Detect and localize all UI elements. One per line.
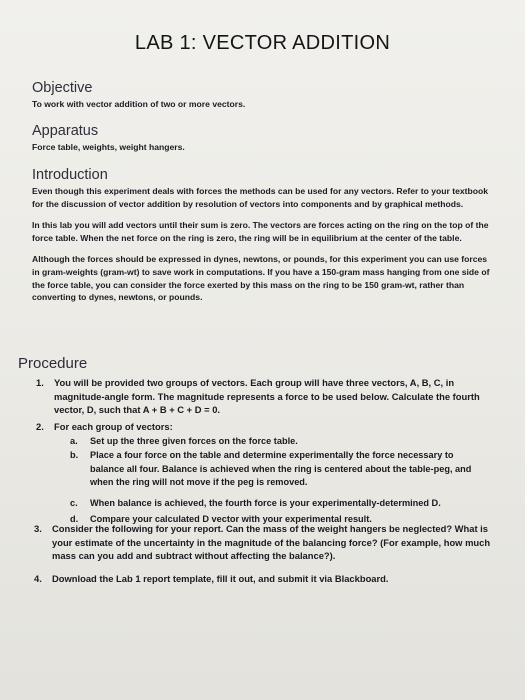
substep-letter: a. <box>70 436 78 446</box>
procedure-substep <box>70 497 490 511</box>
page-title: LAB 1: VECTOR ADDITION <box>134 32 391 54</box>
step-number: 2. <box>36 421 44 432</box>
substep-text: Compare your calculated D vector with your experimental result. <box>90 514 372 524</box>
step-text: Consider the following for your report. Can the mass of the weight hangers be neglected? What is your estimate of the uncertainty in the magnitude of the balancing force? (For example, how much mass can you add and subtract without affecting the balance?). <box>52 523 491 562</box>
apparatus-heading: Apparatus <box>32 123 99 139</box>
step-text: You will be provided two groups of vectors. Each group will have three vectors, A, B, C, in magnitude-angle form. The magnitude represents a force to be used below. Calculate the fourth vector, D, such that A + B + C + D = 0. <box>54 377 480 416</box>
substep-text: When balance is achieved, the fourth force is your experimentally-determined D. <box>90 498 441 508</box>
apparatus-section <box>32 123 492 154</box>
objective-heading: Objective <box>32 80 93 96</box>
objective-text: To work with vector addition of two or more vectors. <box>32 99 246 109</box>
substep-letter: c. <box>70 498 78 508</box>
procedure-step <box>36 376 494 417</box>
step-text: Download the Lab 1 report template, fill it out, and submit it via Blackboard. <box>52 573 389 584</box>
introduction-paragraph: Even though this experiment deals with forces the methods can be used for any vectors. Refer to your textbook for the discussion of vector addition by resolution of vectors into components and by graphical methods. <box>32 186 489 209</box>
procedure-heading: Procedure <box>18 355 88 372</box>
step-number: 1. <box>36 377 44 388</box>
procedure-substep <box>70 435 490 449</box>
substep-text: Set up the three given forces on the force table. <box>90 436 298 446</box>
introduction-paragraph: In this lab you will add vectors until their sum is zero. The vectors are forces acting on the ring on the top of the force table. When the net force on the ring is zero, the ring will be in equilibrium at the center of the table. <box>32 220 489 243</box>
substep-text: Place a four force on the table and determine experimentally the force necessary to balance all four. Balance is achieved when the ring is centered about the table-peg, and when the ring will not move if the peg is removed. <box>90 450 472 487</box>
procedure-step <box>36 420 494 434</box>
substep-letter: d. <box>70 514 79 524</box>
substep-letter: b. <box>70 450 79 460</box>
introduction-heading: Introduction <box>32 167 108 183</box>
step-text: For each group of vectors: <box>54 421 173 432</box>
introduction-paragraph: Although the forces should be expressed in dynes, newtons, or pounds, for this experiment you can use forces in gram-weights (gram-wt) to save work in computations. If you have a 150-gram mass hanging from one side of the force table, you can consider the force exerted by this mass on the ring to be 150 gram-wt, rather than converting to dynes, newtons, or pounds. <box>32 254 490 303</box>
procedure-substep <box>70 449 490 490</box>
apparatus-text: Force table, weights, weight hangers. <box>32 142 185 152</box>
procedure-step <box>34 522 496 563</box>
introduction-section <box>32 167 492 310</box>
objective-section <box>32 80 492 111</box>
step-number: 4. <box>34 573 42 584</box>
step-number: 3. <box>34 523 42 534</box>
procedure-step <box>34 572 496 586</box>
